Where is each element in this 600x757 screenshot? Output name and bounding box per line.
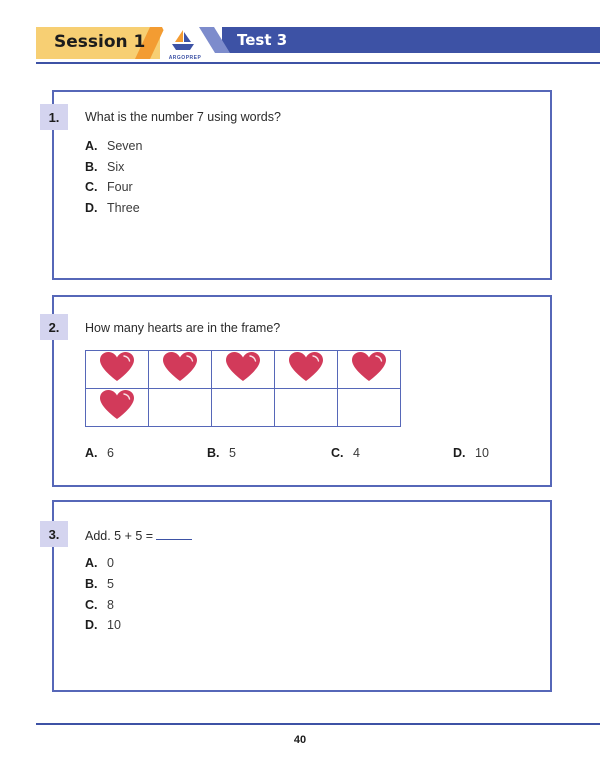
- option-letter: B.: [207, 446, 220, 460]
- option-text: 0: [107, 556, 114, 570]
- option-text: 4: [353, 446, 360, 460]
- ten-frame-cell: [212, 389, 275, 427]
- option-text: Six: [107, 160, 125, 174]
- ten-frame-cell: [86, 351, 149, 389]
- answer-option-d[interactable]: [85, 618, 121, 632]
- answer-option-a[interactable]: [85, 446, 114, 460]
- option-text: 10: [475, 446, 489, 460]
- option-text: Three: [107, 201, 140, 215]
- ten-frame-row: [86, 389, 401, 427]
- question-text: [85, 527, 192, 543]
- option-text: Seven: [107, 139, 143, 153]
- answer-option-d[interactable]: [453, 446, 489, 460]
- ten-frame-cell: [338, 389, 401, 427]
- answer-option-a[interactable]: [85, 139, 142, 153]
- answer-option-b[interactable]: [85, 577, 114, 591]
- heart-icon: [162, 351, 198, 383]
- brand-logo-text: ARGOPREP: [168, 55, 202, 61]
- option-letter: A.: [85, 446, 98, 460]
- option-letter: D.: [453, 446, 466, 460]
- ten-frame-row: [86, 351, 401, 389]
- question-number: 3.: [40, 521, 68, 547]
- ten-frame-cell: [212, 351, 275, 389]
- option-text: Four: [107, 180, 133, 194]
- footer-divider: [36, 723, 600, 725]
- test-label: Test 3: [237, 31, 288, 49]
- option-text: 8: [107, 598, 114, 612]
- answer-option-b[interactable]: [85, 160, 124, 174]
- ten-frame-cell: [149, 351, 212, 389]
- session-label: Session 1: [54, 32, 146, 52]
- option-text: 5: [107, 577, 114, 591]
- option-letter: B.: [85, 160, 98, 174]
- option-letter: C.: [331, 446, 344, 460]
- answer-option-a[interactable]: [85, 556, 114, 570]
- ten-frame: [85, 350, 401, 427]
- ten-frame-cell: [275, 389, 338, 427]
- page-number: 40: [293, 734, 307, 746]
- option-text: 10: [107, 618, 121, 632]
- heart-icon: [99, 351, 135, 383]
- heart-icon: [99, 389, 135, 421]
- option-letter: A.: [85, 139, 98, 153]
- question-text: How many hearts are in the frame?: [85, 321, 281, 335]
- option-letter: D.: [85, 618, 98, 632]
- heart-icon: [225, 351, 261, 383]
- answer-option-d[interactable]: [85, 201, 140, 215]
- page-header: [0, 0, 600, 70]
- ten-frame-cell: [338, 351, 401, 389]
- heart-icon: [288, 351, 324, 383]
- option-letter: B.: [85, 577, 98, 591]
- ten-frame-cell: [149, 389, 212, 427]
- answer-blank[interactable]: [156, 527, 192, 540]
- option-letter: C.: [85, 598, 98, 612]
- ten-frame-cell: [86, 389, 149, 427]
- answer-option-c[interactable]: [331, 446, 360, 460]
- option-letter: D.: [85, 201, 98, 215]
- option-text: 5: [229, 446, 236, 460]
- option-text: 6: [107, 446, 114, 460]
- answer-option-c[interactable]: [85, 598, 114, 612]
- option-letter: A.: [85, 556, 98, 570]
- answer-option-b[interactable]: [207, 446, 236, 460]
- question-number: 1.: [40, 104, 68, 130]
- question-text-content: Add. 5 + 5 =: [85, 529, 154, 543]
- ten-frame-cell: [275, 351, 338, 389]
- question-number: 2.: [40, 314, 68, 340]
- option-letter: C.: [85, 180, 98, 194]
- answer-option-c[interactable]: [85, 180, 133, 194]
- heart-icon: [351, 351, 387, 383]
- question-text: What is the number 7 using words?: [85, 110, 281, 124]
- header-divider: [36, 62, 600, 64]
